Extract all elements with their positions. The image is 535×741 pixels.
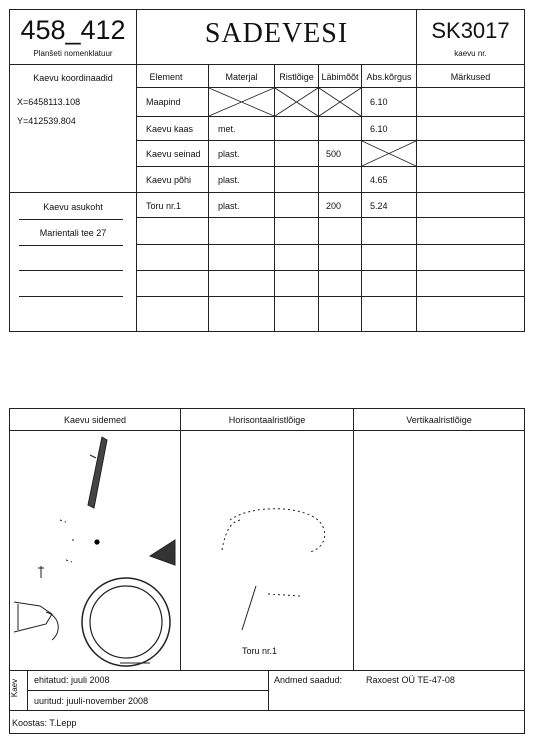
table-row-element: Kaevu põhi [146, 175, 192, 185]
well-id: SK3017 [431, 18, 510, 43]
location-label: Kaevu asukoht [43, 202, 103, 212]
col-header-diameter: Läbimõõt [321, 72, 359, 82]
pipe-label: Toru nr.1 [242, 646, 278, 656]
col-header-elevation: Abs.kõrgus [366, 72, 412, 82]
table-row-element: Toru nr.1 [146, 201, 182, 211]
table-row-material: plast. [218, 175, 240, 185]
data-source-label: Andmed saadud: [274, 675, 343, 685]
col-header-cross-section: Ristlõige [279, 72, 314, 82]
surveyed-date: uuritud: juuli-november 2008 [34, 696, 149, 706]
table-row-elevation: 6.10 [370, 124, 388, 134]
table-row-element: Kaevu kaas [146, 124, 194, 134]
table-row-material: plast. [218, 149, 240, 159]
nomenclature-label: Planšeti nomenklatuur [33, 49, 113, 58]
coordinate-x: X=6458113.108 [17, 97, 81, 107]
author: Koostas: T.Lepp [12, 718, 77, 728]
coordinates-label: Kaevu koordinaadid [33, 73, 113, 83]
table-row-element: Kaevu seinad [146, 149, 201, 159]
page-title: SADEVESI [204, 18, 349, 49]
well-id-label: kaevu nr. [454, 49, 487, 58]
table-row-diameter: 200 [326, 201, 342, 211]
location-address: Marientali tee 27 [39, 228, 107, 238]
table-row-elevation: 6.10 [370, 97, 388, 107]
footer-side-label: Kaev [10, 678, 20, 698]
horizontal-section-heading: Horisontaalristlõige [228, 415, 306, 425]
links-heading: Kaevu sidemed [63, 415, 127, 425]
vertical-section-heading: Vertikaalristlõige [406, 415, 472, 425]
table-row-material: met. [218, 124, 236, 134]
col-header-notes: Märkused [450, 72, 491, 82]
table-row-material: plast. [218, 201, 240, 211]
col-header-material: Materjal [225, 72, 258, 82]
table-row-elevation: 5.24 [370, 201, 388, 211]
nomenclature-number: 458_412 [20, 15, 126, 45]
table-row-elevation: 4.65 [370, 175, 388, 185]
built-date: ehitatud: juuli 2008 [34, 675, 110, 685]
coordinate-y: Y=412539.804 [17, 116, 76, 126]
data-source-value: Raxoest OÜ TE-47-08 [366, 675, 455, 685]
table-row-element: Maapind [146, 97, 181, 107]
manhole-marker-dot [94, 539, 99, 544]
table-row-diameter: 500 [326, 149, 342, 159]
col-header-element: Element [149, 72, 183, 82]
